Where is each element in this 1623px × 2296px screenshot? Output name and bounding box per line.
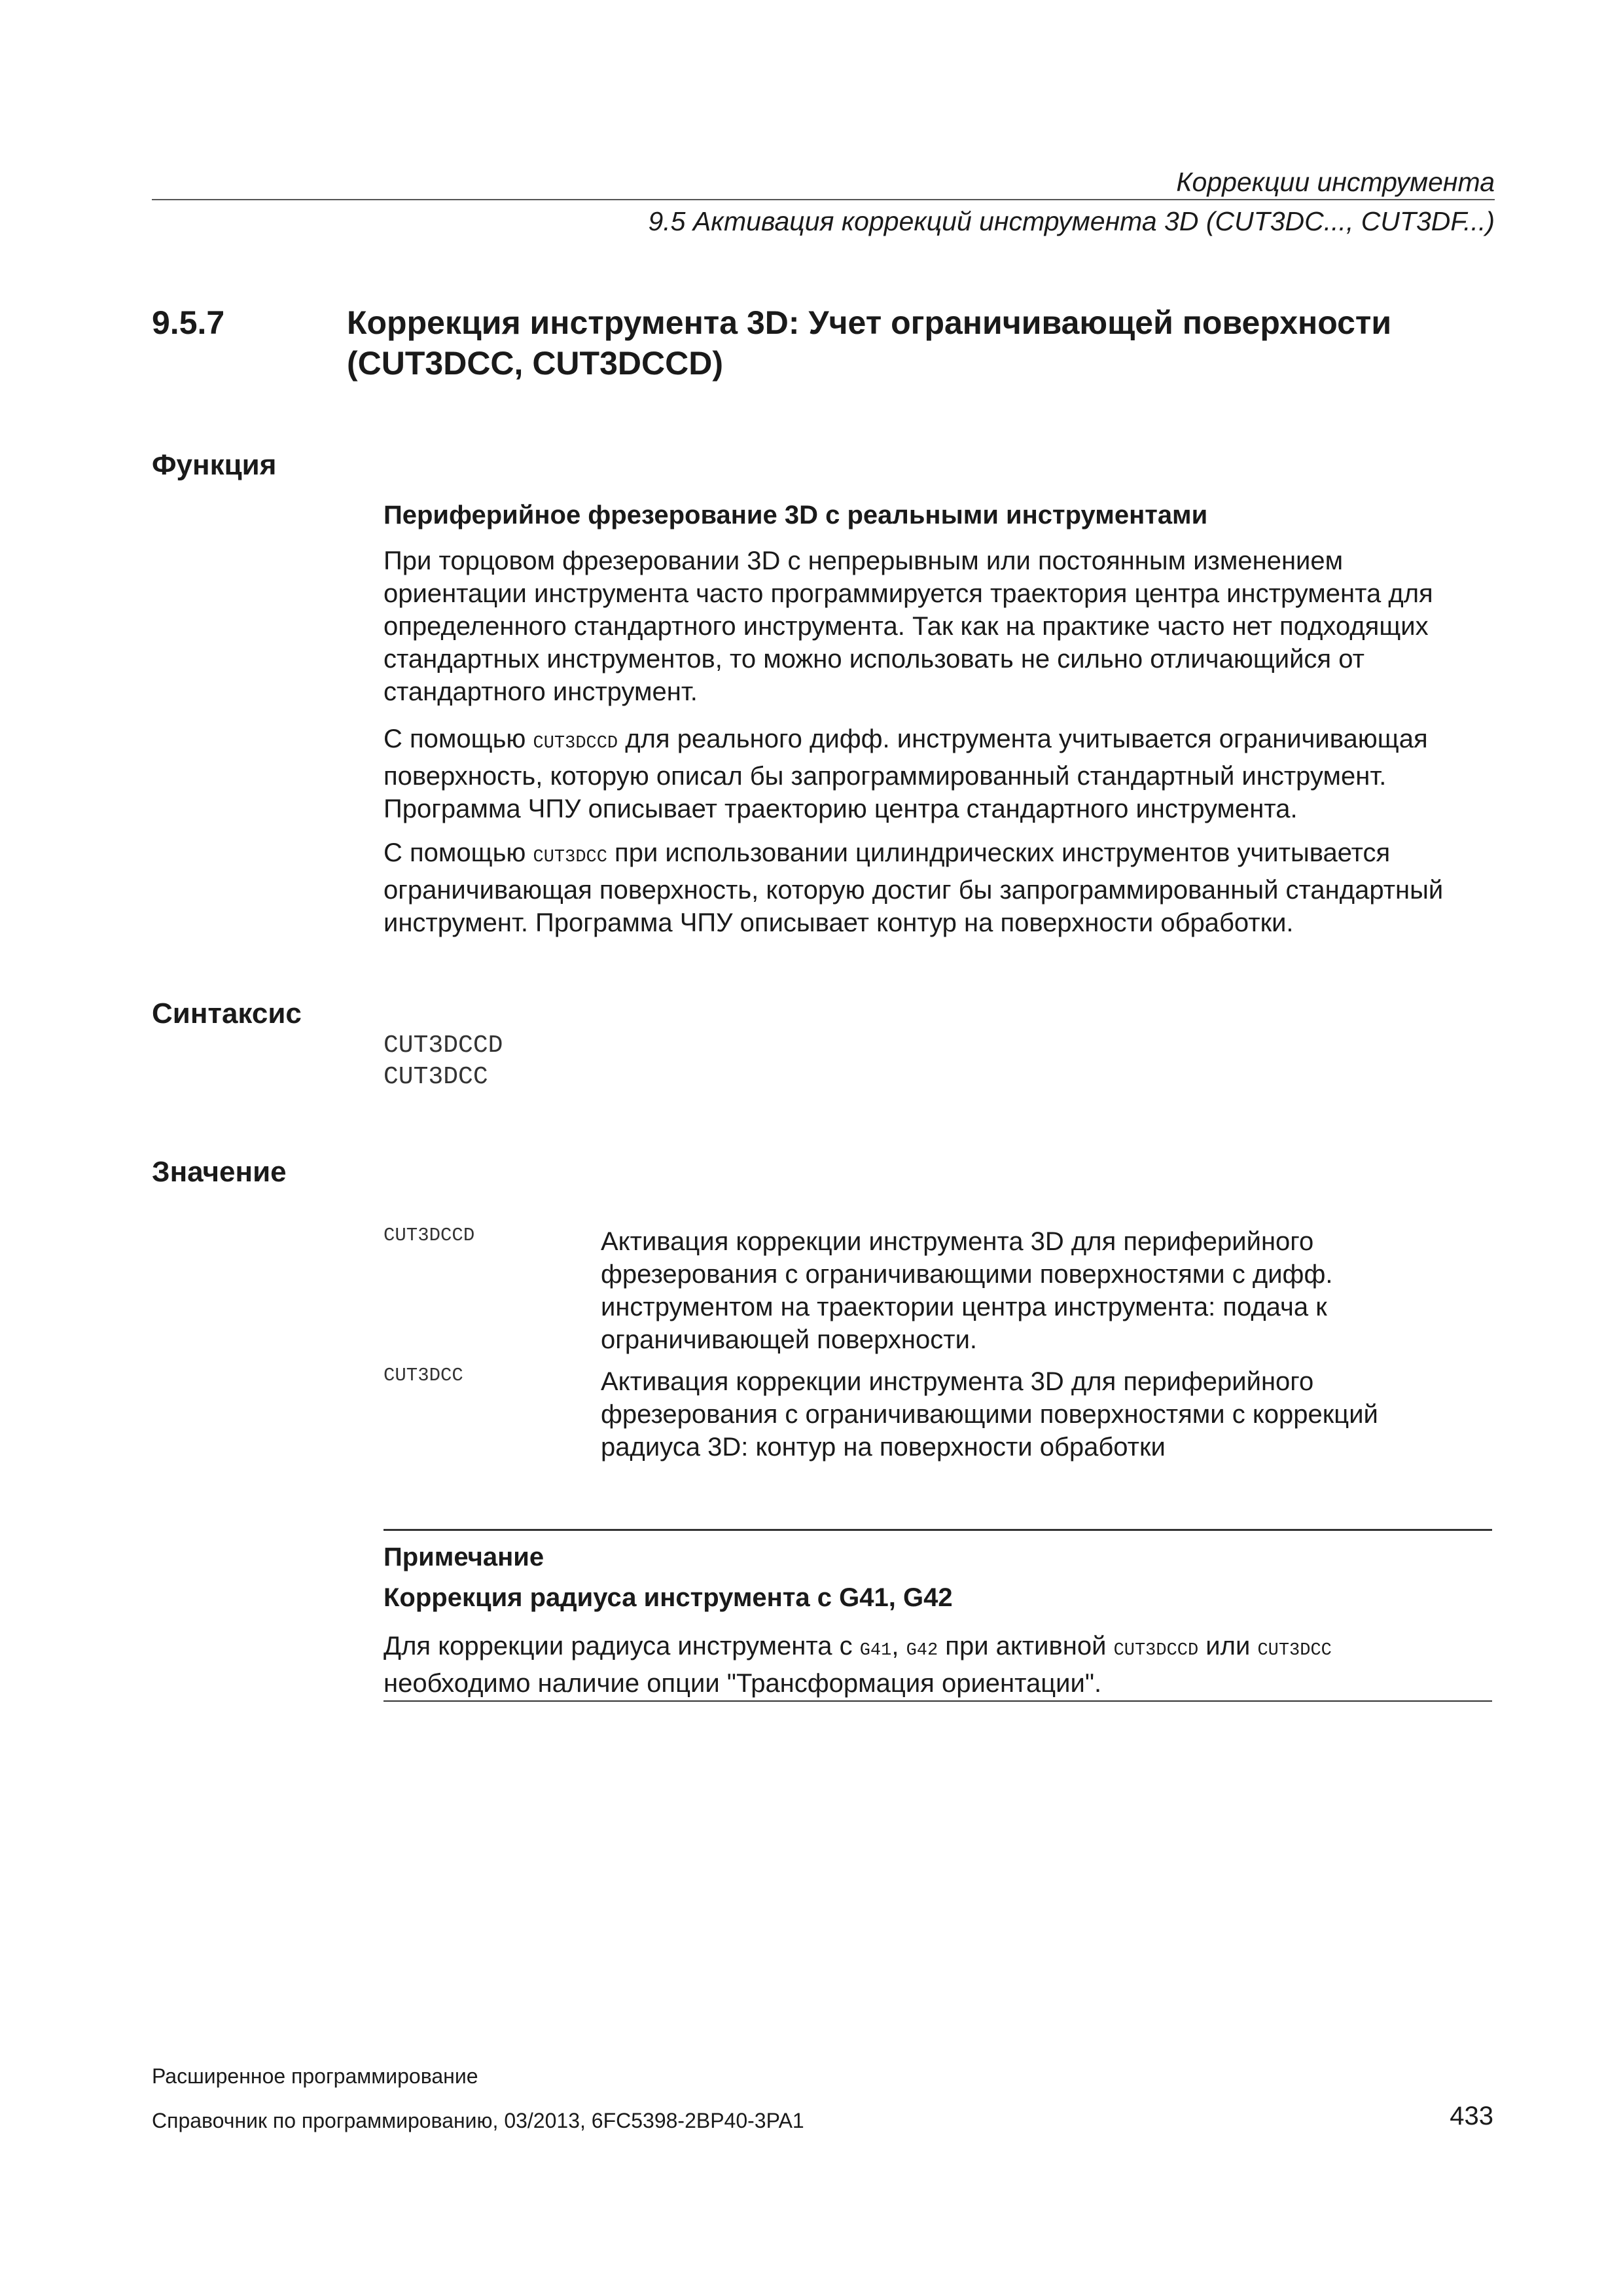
footer-manual-info: Справочник по программированию, 03/2013, 6FC5398-2BP40-3PA1 xyxy=(152,2109,804,2132)
text-line xyxy=(383,836,1496,874)
text-line: необходимо наличие опции "Трансформация ориентации". xyxy=(383,1669,1102,1698)
text-fragment: при активной xyxy=(938,1632,1114,1660)
header-divider xyxy=(152,199,1495,200)
inline-code: G42 xyxy=(906,1641,938,1660)
note-subtitle: Коррекция радиуса инструмента с G41, G42 xyxy=(383,1583,953,1612)
text-fragment: С помощью xyxy=(383,838,533,867)
function-paragraph-1 xyxy=(383,545,1496,708)
running-header-section: 9.5 Активация коррекций инструмента 3D (CUT3DC..., CUT3DF...) xyxy=(648,206,1495,236)
function-subheading: Периферийное фрезерование 3D с реальными инструментами xyxy=(383,501,1208,529)
section-number: 9.5.7 xyxy=(152,304,225,341)
text-line: фрезерования с ограничивающими поверхностями с коррекций xyxy=(601,1400,1378,1429)
text-line: инструмент. Программа ЧПУ описывает контур на поверхности обработки. xyxy=(383,908,1294,937)
page-number: 433 xyxy=(1450,2102,1493,2130)
meaning-heading: Значение xyxy=(152,1156,287,1188)
text-line: радиуса 3D: контур на поверхности обработки xyxy=(601,1433,1166,1462)
running-header-chapter: Коррекции инструмента xyxy=(1176,167,1495,197)
syntax-heading: Синтаксис xyxy=(152,997,302,1030)
text-line: ограничивающая поверхность, которую достиг бы запрограммированный стандартный xyxy=(383,876,1444,905)
text-line xyxy=(383,1630,1496,1667)
text-line: стандартного инструмент. xyxy=(383,677,698,706)
text-fragment: , xyxy=(891,1632,906,1660)
inline-code: CUT3DCC xyxy=(1257,1641,1332,1660)
inline-code: CUT3DCC xyxy=(533,848,607,867)
section-title-line: Коррекция инструмента 3D: Учет ограничивающей поверхности xyxy=(347,304,1392,341)
footer-book-title: Расширенное программирование xyxy=(152,2064,478,2088)
text-line: определенного стандартного инструмента. Так как на практике часто нет подходящих xyxy=(383,612,1429,641)
syntax-line: CUT3DCCD xyxy=(383,1031,503,1060)
text-fragment: для реального дифф. инструмента учитывается ограничивающая xyxy=(618,725,1428,753)
text-line: ограничивающей поверхности. xyxy=(601,1325,978,1354)
inline-code: CUT3DCCD xyxy=(1113,1641,1199,1660)
text-line: Активация коррекции инструмента 3D для периферийного xyxy=(601,1367,1314,1396)
syntax-code-block xyxy=(383,1030,503,1093)
function-heading: Функция xyxy=(152,449,277,481)
meaning-description xyxy=(601,1365,1497,1463)
note-top-rule xyxy=(383,1529,1492,1531)
function-paragraph-3 xyxy=(383,836,1496,939)
meaning-description xyxy=(601,1225,1497,1356)
text-line: Активация коррекции инструмента 3D для периферийного xyxy=(601,1227,1314,1256)
text-fragment: Для коррекции радиуса инструмента с xyxy=(383,1632,860,1660)
text-line: фрезерования с ограничивающими поверхностями с дифф. xyxy=(601,1260,1333,1289)
text-fragment: С помощью xyxy=(383,725,533,753)
note-text xyxy=(383,1630,1496,1700)
inline-code: G41 xyxy=(859,1641,892,1660)
text-line: поверхность, которую описал бы запрограммированный стандартный инструмент. xyxy=(383,762,1387,791)
text-line: стандартных инструментов, то можно использовать не сильно отличающийся от xyxy=(383,645,1364,673)
text-line: Программа ЧПУ описывает траекторию центра стандартного инструмента. xyxy=(383,795,1298,823)
meaning-key: CUT3DCCD xyxy=(383,1225,475,1246)
text-line: ориентации инструмента часто программируется траектория центра инструмента для xyxy=(383,579,1433,608)
section-title xyxy=(347,302,1499,384)
note-bottom-rule xyxy=(383,1700,1492,1702)
inline-code: CUT3DCCD xyxy=(533,734,618,753)
note-title: Примечание xyxy=(383,1543,544,1571)
function-paragraph-2 xyxy=(383,723,1496,825)
section-title-line: (CUT3DCC, CUT3DCCD) xyxy=(347,345,723,382)
text-fragment: при использовании цилиндрических инструментов учитывается xyxy=(607,838,1391,867)
text-line: инструментом на траектории центра инструмента: подача к xyxy=(601,1293,1327,1321)
meaning-key: CUT3DCC xyxy=(383,1365,463,1386)
text-line: При торцовом фрезеровании 3D с непрерывным или постоянным изменением xyxy=(383,547,1344,575)
syntax-line: CUT3DCC xyxy=(383,1063,488,1091)
text-line xyxy=(383,723,1496,760)
text-fragment: или xyxy=(1198,1632,1258,1660)
